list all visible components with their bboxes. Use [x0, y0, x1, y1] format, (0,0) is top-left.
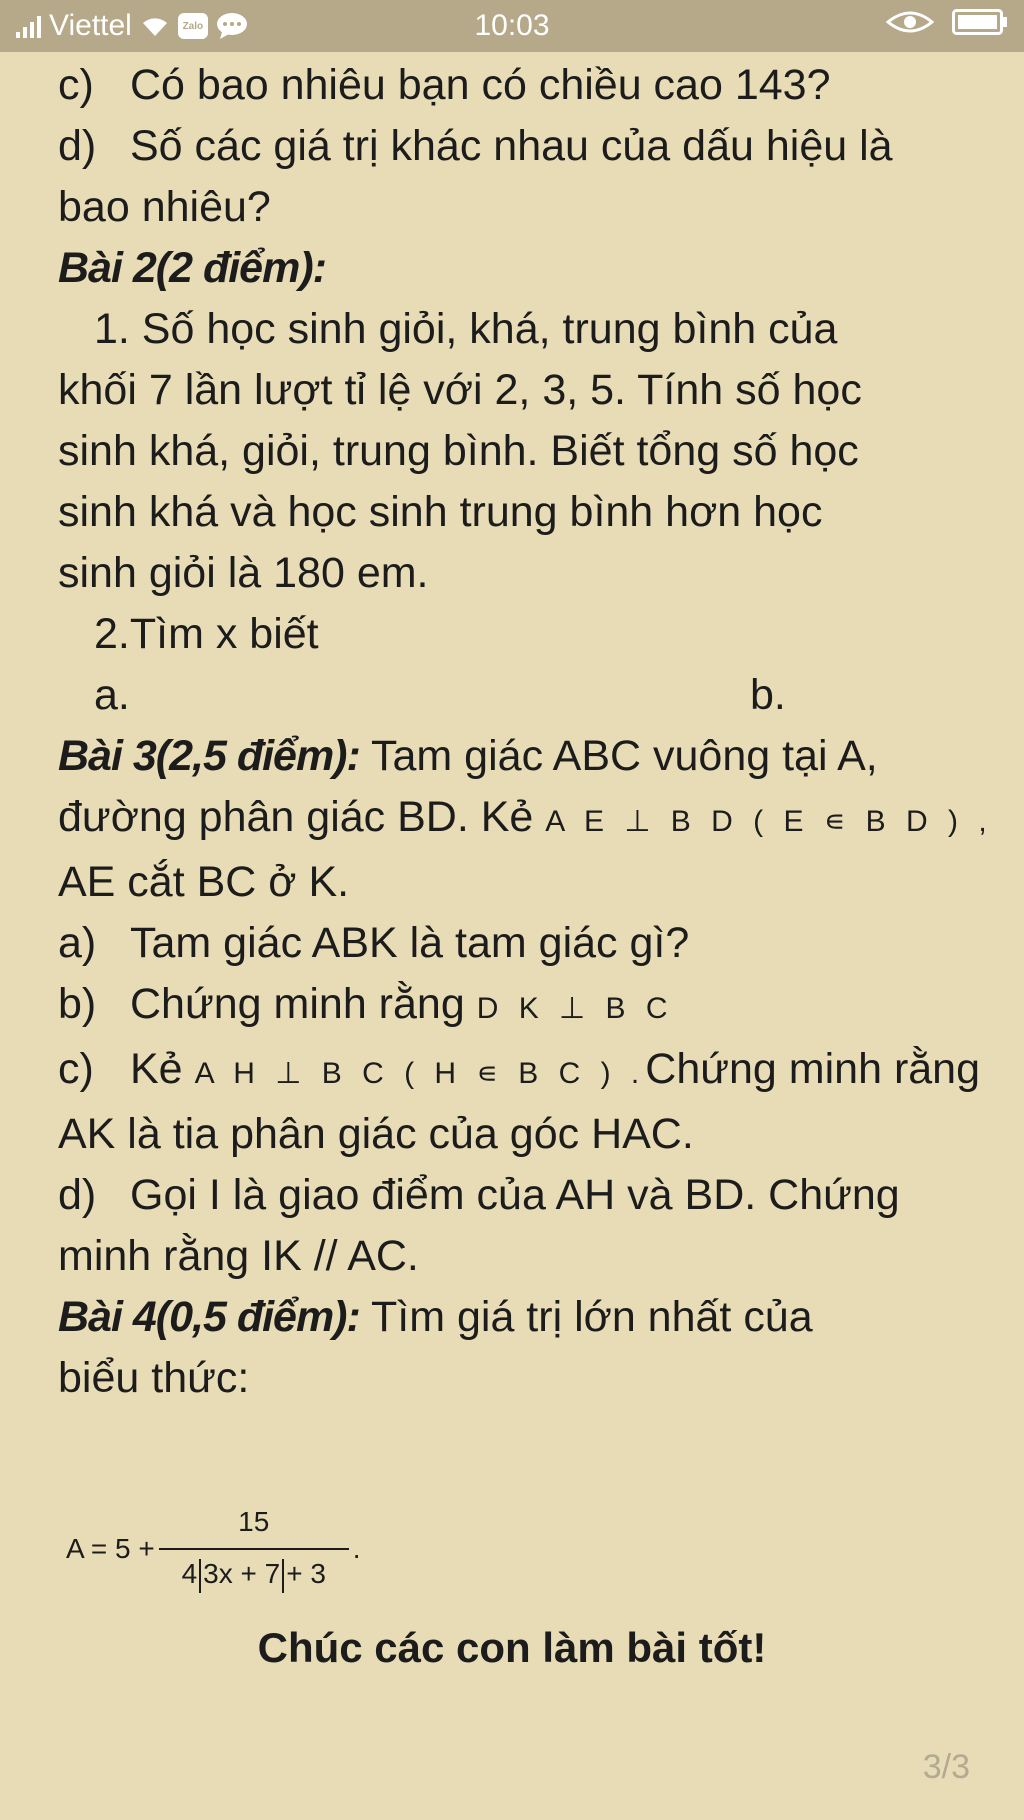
den-coefficient: 4 [181, 1558, 198, 1589]
part-a: a. [94, 671, 130, 719]
math-expression: A E ⊥ B D ( E ∊ B D ) , [545, 805, 993, 838]
bai2-heading [58, 238, 988, 299]
section-text: Tam giác ABC vuông tại A, [371, 732, 878, 780]
section-heading: Bài 2(2 điểm): [58, 244, 326, 292]
bai2-1-line3: sinh khá, giỏi, trung bình. Biết tổng số học [58, 427, 859, 475]
page-indicator: 3/3 [922, 1748, 970, 1786]
bai3-d [58, 1165, 988, 1226]
bai3-d-cont: minh rằng IK // AC. [58, 1232, 419, 1280]
formula-end: . [352, 1533, 361, 1565]
bai3-heading [58, 726, 988, 787]
item-mark: b) [58, 980, 97, 1028]
bai2-1-line2: khối 7 lần lượt tỉ lệ với 2, 3, 5. Tính số học [58, 366, 862, 414]
clock: 10:03 [474, 9, 550, 42]
den-inner: 3x + 7 [203, 1558, 281, 1589]
bai3-c-cont: AK là tia phân giác của góc HAC. [58, 1110, 694, 1158]
abs-bar-right [282, 1559, 284, 1593]
section-text: Tìm giá trị lớn nhất của [371, 1293, 813, 1341]
item-text: Có bao nhiêu bạn có chiều cao 143? [130, 61, 831, 109]
section-text: đường phân giác BD. Kẻ [58, 793, 534, 841]
section-heading: Bài 4(0,5 điểm): [58, 1293, 360, 1341]
bai2-2-parts [58, 665, 988, 726]
fraction [159, 1506, 349, 1593]
zalo-icon: Zalo [178, 13, 208, 39]
item-text: Chứng minh rằng [645, 1045, 981, 1093]
document-page [58, 55, 993, 1409]
item-mark: c) [58, 61, 94, 109]
bai3-a [58, 913, 988, 974]
math-expression: A H ⊥ B C ( H ∊ B C ) . [194, 1057, 646, 1090]
item-mark: c) [58, 1045, 94, 1093]
item-mark: d) [58, 122, 97, 170]
bai3-line3: AE cắt BC ở K. [58, 858, 350, 906]
bai2-1-line1: 1. Số học sinh giỏi, khá, trung bình của [94, 305, 838, 353]
battery-icon [952, 8, 1008, 36]
bai2-1-line5: sinh giỏi là 180 em. [58, 549, 429, 597]
item-text: Tam giác ABK là tam giác gì? [130, 919, 690, 967]
math-expression: D K ⊥ B C [476, 992, 674, 1025]
item-text: Số các giá trị khác nhau của dấu hiệu là [130, 122, 893, 170]
status-bar [0, 0, 1024, 52]
item-mark: d) [58, 1171, 97, 1219]
bai2-1-line4: sinh khá và học sinh trung bình hơn học [58, 488, 823, 536]
den-tail: + 3 [286, 1558, 326, 1589]
bai2-2: 2.Tìm x biết [94, 610, 319, 658]
item-mark: a) [58, 919, 97, 967]
bai4-cont: biểu thức: [58, 1354, 250, 1402]
formula [66, 1506, 361, 1593]
item-text: Gọi I là giao điểm của AH và BD. Chứng [130, 1171, 900, 1219]
item-text: Kẻ [130, 1045, 183, 1093]
question-1d-cont: bao nhiêu? [58, 183, 271, 231]
section-heading: Bài 3(2,5 điểm): [58, 732, 360, 780]
bai4-heading [58, 1287, 988, 1348]
carrier-name: Viettel [49, 9, 132, 42]
item-text: Chứng minh rằng [130, 980, 465, 1028]
formula-lhs: A = 5 + [66, 1533, 155, 1565]
bai3-line2 [58, 787, 993, 852]
part-b: b. [750, 671, 786, 719]
bai3-c [58, 1039, 988, 1104]
abs-bar-left [199, 1559, 201, 1593]
fraction-numerator: 15 [238, 1506, 270, 1537]
fraction-denominator [182, 1550, 326, 1593]
status-right [886, 8, 1008, 36]
question-1c [58, 55, 988, 116]
closing-message: Chúc các con làm bài tốt! [257, 1624, 767, 1671]
bai3-b [58, 974, 988, 1039]
eye-icon [886, 8, 934, 36]
question-1d [58, 116, 988, 177]
